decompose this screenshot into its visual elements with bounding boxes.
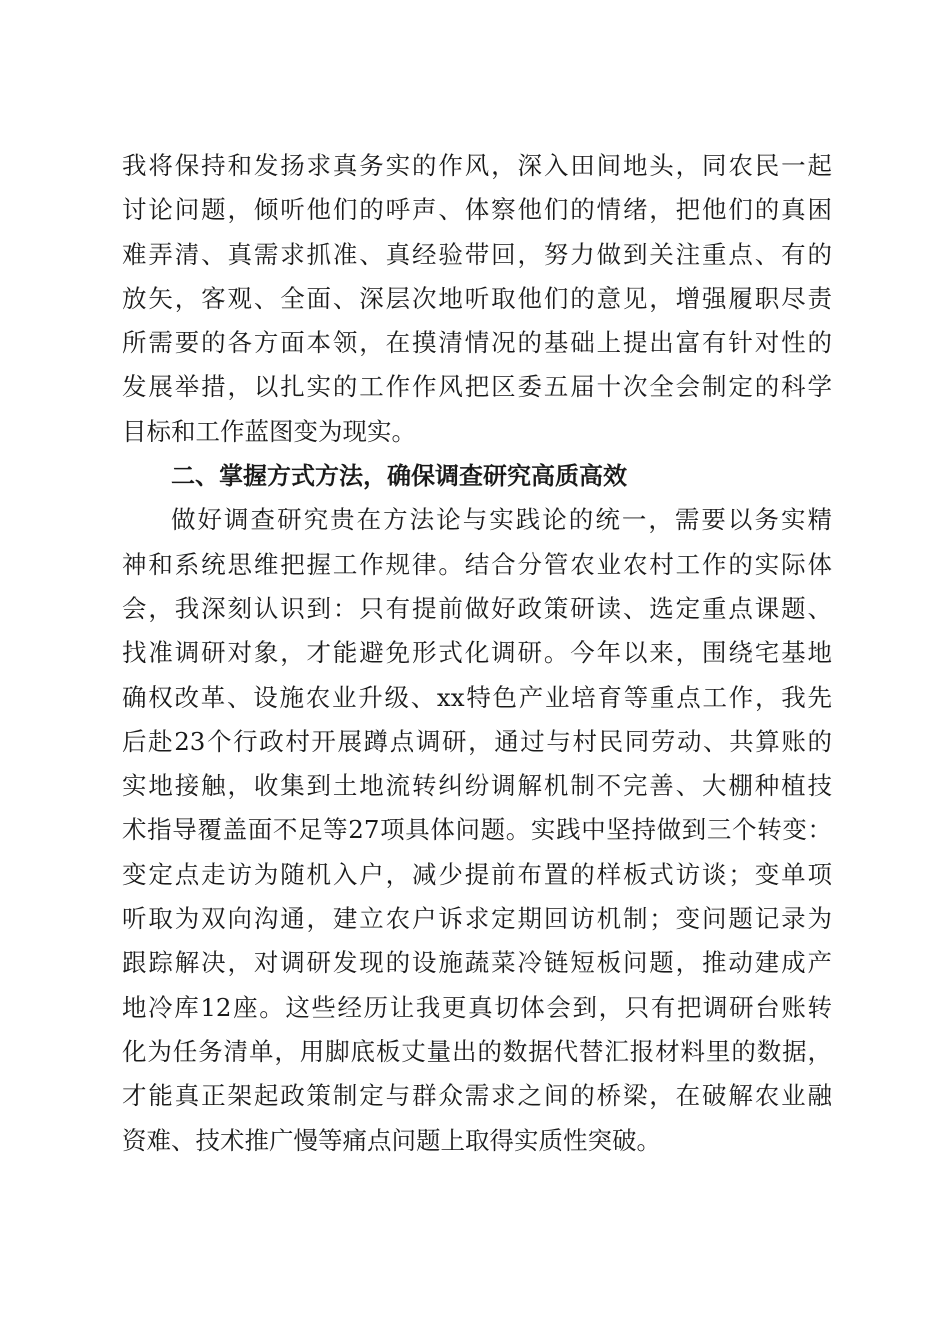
paragraph-line: 放矢，客观、全面、深层次地听取他们的意见，增强履职尽责 (122, 283, 832, 313)
paragraph-line: 跟踪解决，对调研发现的设施蔬菜冷链短板问题，推动建成产 (122, 948, 832, 978)
paragraph-line: 实地接触，收集到土地流转纠纷调解机制不完善、大棚种植技 (122, 771, 832, 801)
paragraph-line: 目标和工作蓝图变为现实。 (122, 416, 416, 446)
paragraph-line: 发展举措，以扎实的工作作风把区委五届十次全会制定的科学 (122, 372, 832, 402)
paragraph-line: 我将保持和发扬求真务实的作风，深入田间地头，同农民一起 (122, 151, 832, 180)
paragraph-line: 确权改革、设施农业升级、xx特色产业培育等重点工作，我先 (122, 682, 832, 712)
paragraph-line: 资难、技术推广慢等痛点问题上取得实质性突破。 (122, 1125, 661, 1155)
paragraph-2 (122, 498, 832, 1162)
paragraph-line: 做好调查研究贵在方法论与实践论的统一，需要以务实精 (171, 505, 832, 535)
paragraph-line: 变定点走访为随机入户，减少提前布置的样板式访谈；变单项 (122, 859, 832, 889)
paragraph-line: 找准调研对象，才能避免形式化调研。今年以来，围绕宅基地 (122, 638, 832, 668)
paragraph-line: 化为任务清单，用脚底板丈量出的数据代替汇报材料里的数据， (122, 1036, 832, 1066)
paragraph-line: 会，我深刻认识到：只有提前做好政策研读、选定重点课题、 (122, 593, 832, 623)
paragraph-line: 讨论问题，倾听他们的呼声、体察他们的情绪，把他们的真困 (122, 195, 832, 225)
paragraph-line: 所需要的各方面本领，在摸清情况的基础上提出富有针对性的 (122, 328, 832, 358)
paragraph-line: 地冷库12座。这些经历让我更真切体会到，只有把调研台账转 (122, 992, 832, 1022)
section-heading: 二、掌握方式方法，确保调查研究高质高效 (171, 462, 627, 491)
paragraph-line: 听取为双向沟通，建立农户诉求定期回访机制；变问题记录为 (122, 904, 832, 934)
paragraph-line: 后赴23个行政村开展蹲点调研，通过与村民同劳动、共算账的 (122, 726, 832, 756)
paragraph-line: 才能真正架起政策制定与群众需求之间的桥梁，在破解农业融 (122, 1081, 832, 1111)
paragraph-line: 术指导覆盖面不足等27项具体问题。实践中坚持做到三个转变： (122, 815, 832, 845)
paragraph-line: 难弄清、真需求抓准、真经验带回，努力做到关注重点、有的 (122, 239, 832, 269)
paragraph-line: 神和系统思维把握工作规律。结合分管农业农村工作的实际体 (122, 549, 832, 579)
document-body (122, 144, 832, 1163)
paragraph-1 (122, 144, 832, 454)
